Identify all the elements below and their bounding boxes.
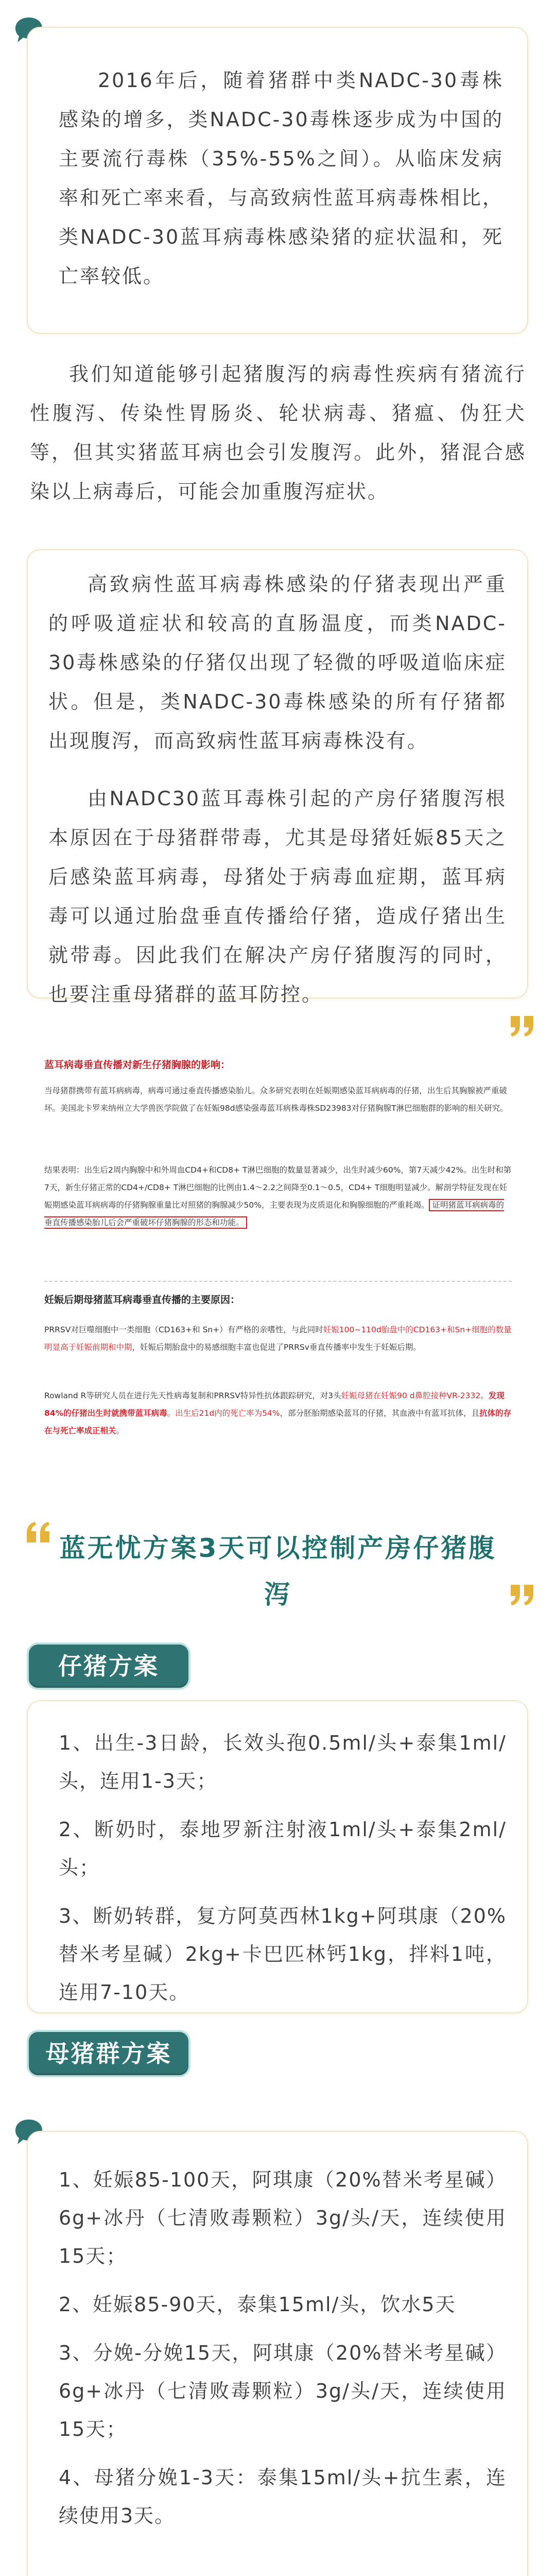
doc-p4-red-4: 抗体的存在与死亡率成正相关 (44, 1409, 512, 1435)
piglet-plan-tag: 仔猪方案 (27, 1642, 190, 1690)
quote-mark-icon (508, 1013, 537, 1039)
intro-box (27, 27, 528, 334)
doc-p3-text: PRRSV对巨噬细胞中一类细胞（CD163+和 Sn+）有严格的亲嗜性，与此同时 (44, 1325, 323, 1334)
sow-item-3: 3、分娩-分娩15天，阿琪康（20%替米考星碱）6g+冰丹（七清败毒颗粒）3g/头/天，连续使用15天； (59, 2342, 507, 2441)
doc-p4-sep-2: 。 (167, 1409, 176, 1418)
doc-divider (44, 1281, 512, 1282)
strain-box (27, 549, 528, 1006)
quote-mark-icon (508, 1582, 537, 1607)
doc-p4-sep-1: 。 (480, 1391, 489, 1400)
quote-mark-icon (23, 1520, 53, 1546)
doc-paragraph-2 (44, 1161, 512, 1231)
strain-text-1: 高致病性蓝耳病毒株感染的仔猪表现出严重的呼吸道症状和较高的直肠温度，而类NADC-30毒株感染的仔猪仅出现了轻微的呼吸道临床症状。但是，类NADC-30毒株感染的所有仔猪都出现腹泻，而高致病性蓝耳病毒株没有。 (48, 573, 507, 752)
doc-paragraph-1: 当母猪群携带有蓝耳病病毒，病毒可通过垂直传播感染胎儿。众多研究表明在妊娠期感染蓝耳病病毒的仔猪，出生后其胸腺被严重破坏。美国北卡罗来纳州立大学兽医学院做了在妊娠98d感染强毒蓝耳病株毒株SD23983对仔猪胸腺T淋巴细胞群的影响的相关研究。 (44, 1086, 508, 1113)
piglet-item-2: 2、断奶时，泰地罗新注射液1ml/头+泰集2ml/头； (59, 1818, 507, 1879)
doc-title-thymus: 蓝耳病毒垂直传播对新生仔猪胸腺的影响： (44, 1059, 231, 1071)
strain-text-2: 由NADC30蓝耳毒株引起的产房仔猪腹泻根本原因在于母猪群带毒，尤其是母猪妊娠85天之后感染蓝耳病毒，母猪处于病毒血症期，蓝耳病毒可以通过胎盘垂直传播给仔猪，造成仔猪出生就带毒。因此我们在解决产房仔猪腹泻的同时，也要注重母猪群的蓝耳防控。 (48, 787, 507, 1006)
doc-paragraph-2-text: 结果表明：出生后2周内胸腺中和外周血CD4+和CD8+ T淋巴细胞的数量显著减少，出生时减少60%，第7天减少42%。出生时和第7天，新生仔猪正常的CD4+/CD8+ T淋巴细胞的比例由1.4～2.2之间降至0.1～0.5，CD4+ T细胞明显减少。解剖学特征发现在妊娠期感染蓝耳病病毒的仔猪胸腺重量比对照猪的胸腺减少50%，主要表现为皮质退化和胸腺细胞的严重耗竭。 (44, 1165, 512, 1210)
section-title: 蓝无忧方案3天可以控制产房仔猪腹泻 (59, 1533, 497, 1609)
doc-p4-red-3: 出生后21d内的死亡率为54% (175, 1409, 280, 1418)
doc-p3-text-2: ，妊娠后期胎盘中的易感细胞丰富也促进了PRRSv垂直传播率中发生于妊娠后期。 (132, 1343, 421, 1352)
doc-highlight-box: 证明猪蓝耳病病毒的垂直传播感染胎儿后会严重破坏仔猪胸腺的形态和功能。 (44, 1199, 504, 1229)
piglet-item-1: 1、出生-3日龄，长效头孢0.5ml/头+泰集1ml/头，连用1-3天； (59, 1732, 507, 1792)
doc-p4-red-2: 发现84%的仔猪出生时就携带蓝耳病毒 (44, 1391, 505, 1418)
virus-paragraph (30, 354, 526, 511)
doc-paragraph-4 (44, 1387, 512, 1439)
sow-item-4: 4、母猪分娩1-3天：泰集15ml/头+抗生素，连续使用3天。 (59, 2466, 507, 2527)
doc-p4-text-2: ，部分胚胎期感染蓝耳的仔猪，其血液中有蓝耳抗体，且 (280, 1409, 480, 1418)
sow-item-1: 1、妊娠85-100天，阿琪康（20%替米考星碱）6g+冰丹（七清败毒颗粒）3g/头/天，连续使用15天； (59, 2168, 507, 2267)
doc-p4-text: Rowland R等研究人员在进行先天性病毒复制和PRRSV特异性抗体跟踪研究，对3头 (44, 1391, 341, 1400)
piglet-item-3: 3、断奶转群，复方阿莫西林1kg+阿琪康（20%替米考星碱）2kg+卡巴匹林钙1kg，拌料1吨，连用7-10天。 (59, 1905, 507, 2004)
sow-item-2: 2、妊娠85-90天，泰集15ml/头，饮水5天 (59, 2293, 456, 2316)
doc-p4-end: 。 (116, 1426, 125, 1435)
doc-p4-red-1: 妊娠母猪在妊娠90 d鼻腔接种VR-2332 (341, 1391, 481, 1400)
sow-plan-box (27, 2131, 528, 2576)
virus-text: 我们知道能够引起猪腹泻的病毒性疾病有猪流行性腹泻、传染性胃肠炎、轮状病毒、猪瘟、伪狂犬等，但其实猪蓝耳病也会引发腹泻。此外，猪混合感染以上病毒后，可能会加重腹泻症状。 (30, 363, 526, 503)
piglet-plan-box (27, 1700, 528, 2013)
doc-paragraph-3 (44, 1321, 512, 1356)
doc-p3-red: 妊娠100~110d胎盘中的CD163+和Sn+细胞的数量明显高于妊娠前期和中期 (44, 1325, 512, 1352)
intro-text: 2016年后，随着猪群中类NADC-30毒株感染的增多，类NADC-30毒株逐步成为中国的主要流行毒株（35%-55%之间）。从临床发病率和死亡率来看，与高致病性蓝耳病毒株相比，类NADC-30蓝耳病毒株感染猪的症状温和，死亡率较低。 (59, 69, 503, 287)
sow-plan-tag: 母猪群方案 (27, 2030, 190, 2077)
doc-title-causes: 妊娠后期母猪蓝耳病毒垂直传播的主要原因： (44, 1294, 240, 1306)
